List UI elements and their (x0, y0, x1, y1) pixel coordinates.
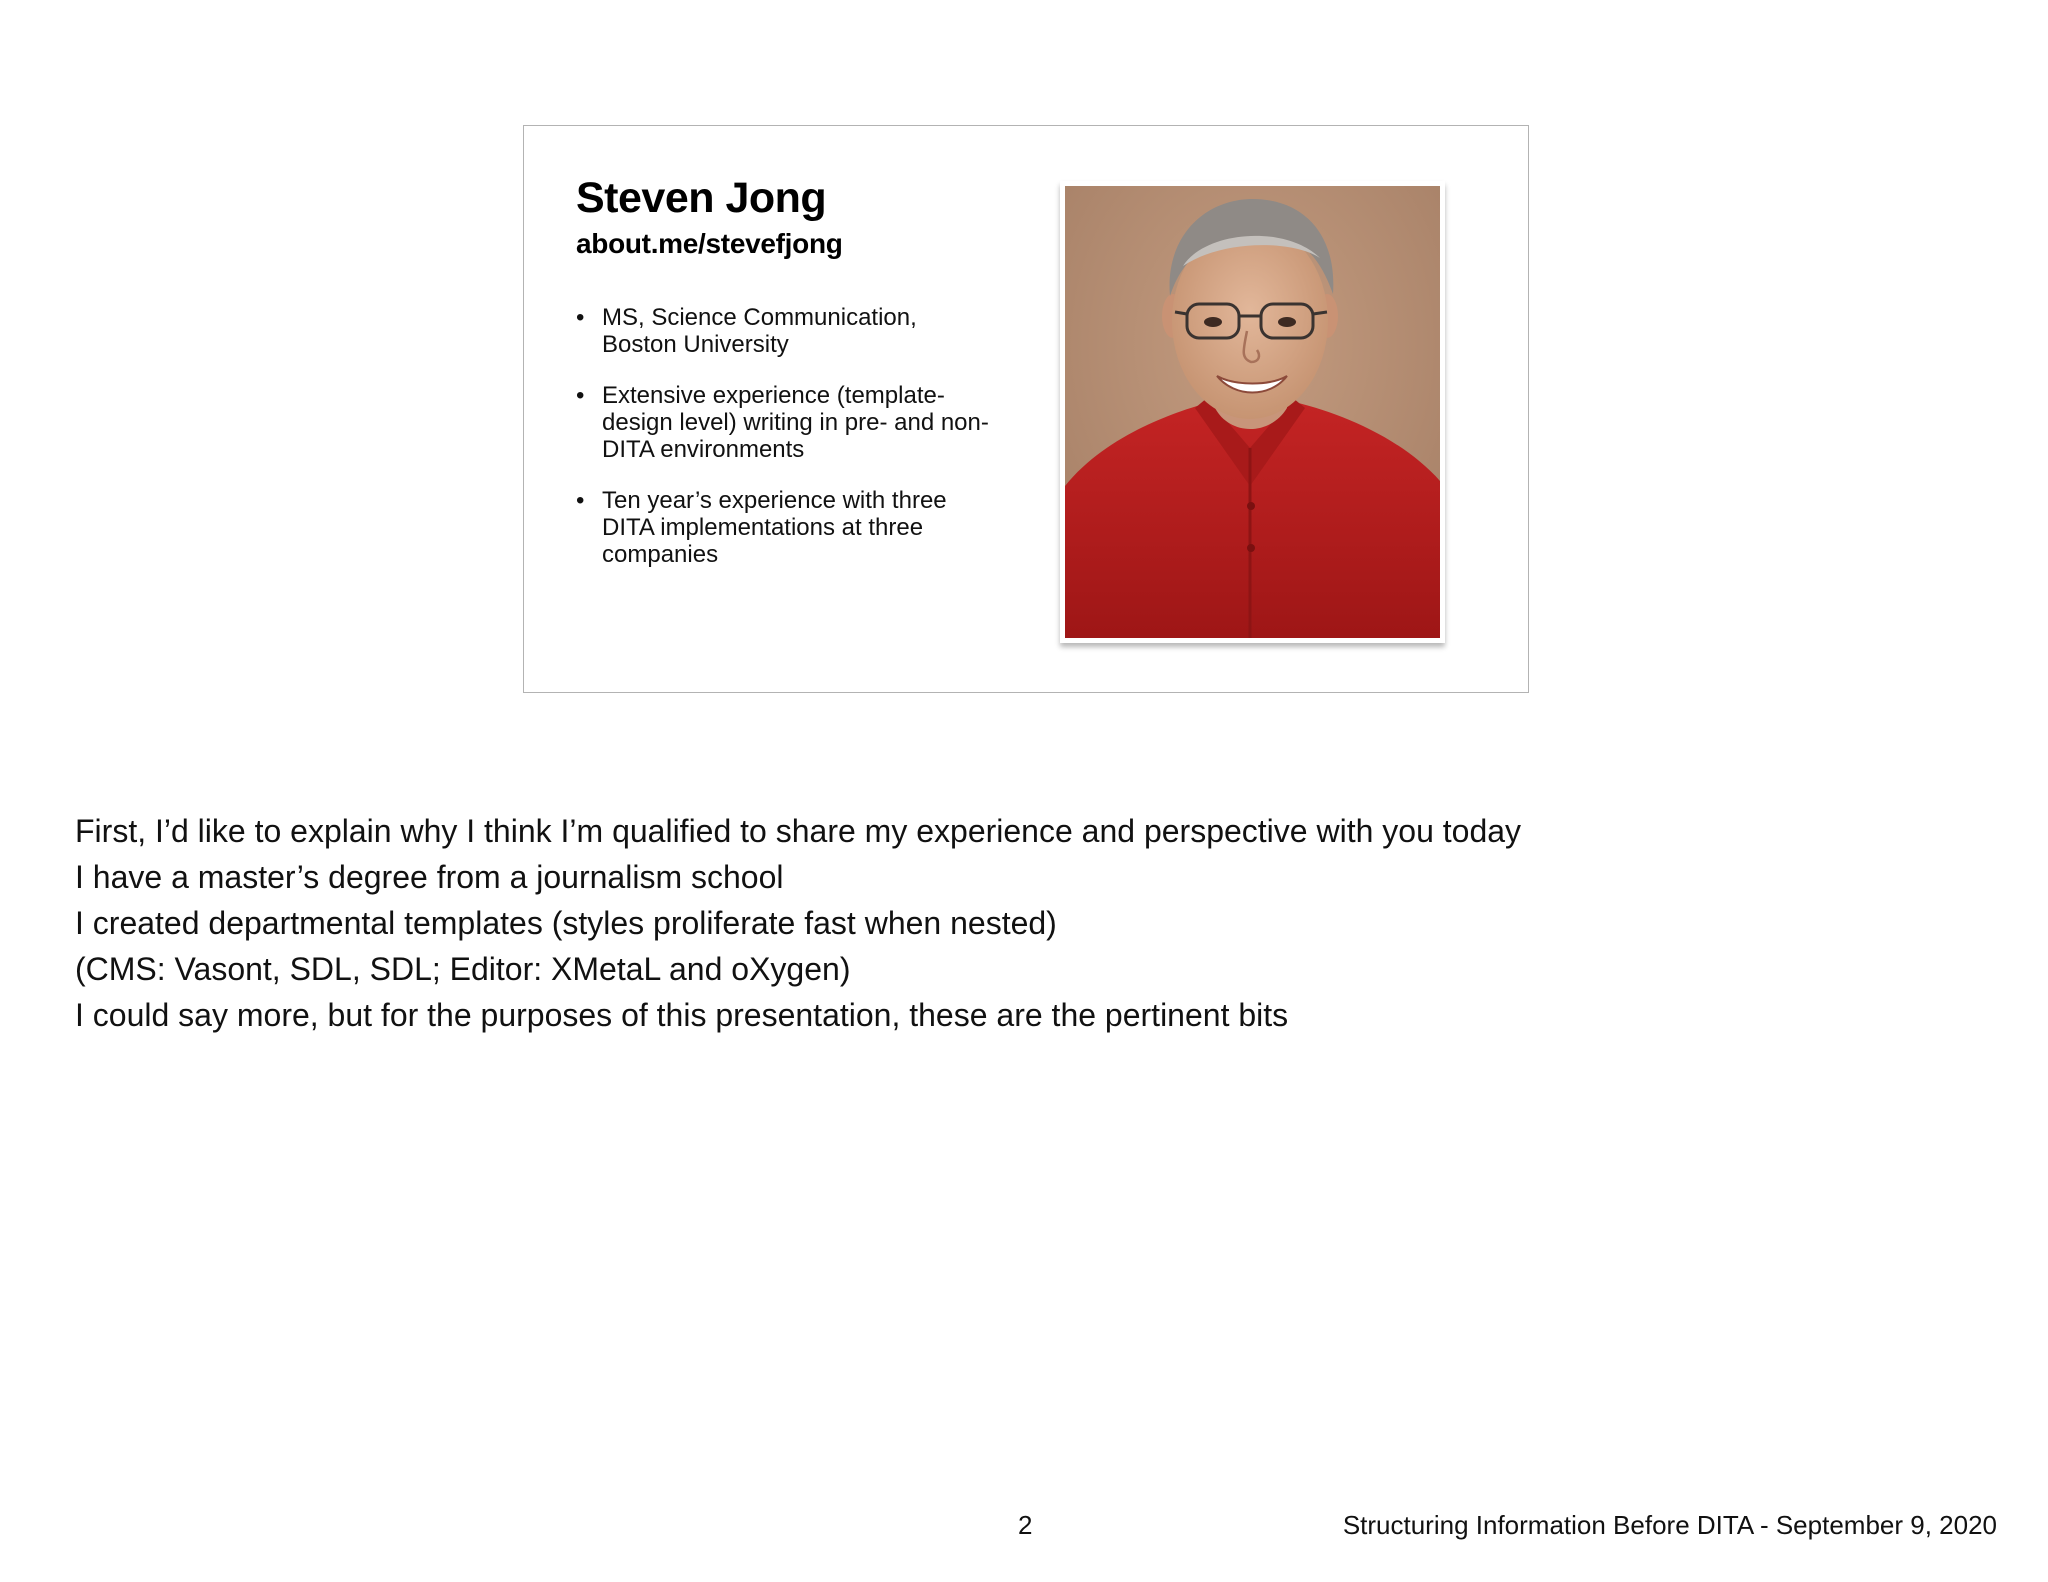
credential-item: • Extensive experience (template-design level) writing in pre- and non-DITA environments (576, 382, 996, 463)
presenter-url: about.me/stevefjong (576, 228, 843, 259)
credential-item: • MS, Science Communication, Boston University (576, 304, 996, 358)
credential-item: • Ten year’s experience with three DITA implementations at three companies (576, 487, 996, 568)
speaker-notes (75, 808, 1875, 1038)
portrait-photo (1060, 181, 1445, 643)
note-line: I have a master’s degree from a journalism school (75, 859, 784, 895)
note-line: First, I’d like to explain why I think I’m qualified to share my experience and perspective with you today (75, 813, 1522, 849)
note-line: (CMS: Vasont, SDL, SDL; Editor: XMetaL and oXygen) (75, 951, 851, 987)
slide-thumbnail (523, 125, 1529, 693)
note-line: I could say more, but for the purposes of this presentation, these are the pertinent bits (75, 997, 1289, 1033)
portrait-photo-icon (1065, 186, 1440, 638)
footer-title: Structuring Information Before DITA - September 9, 2020 (1342, 1510, 1997, 1540)
credentials-list (576, 304, 996, 592)
presenter-name: Steven Jong (576, 174, 827, 222)
note-line: I created departmental templates (styles proliferate fast when nested) (75, 905, 1057, 941)
page-number: 2 (1018, 1510, 1033, 1540)
